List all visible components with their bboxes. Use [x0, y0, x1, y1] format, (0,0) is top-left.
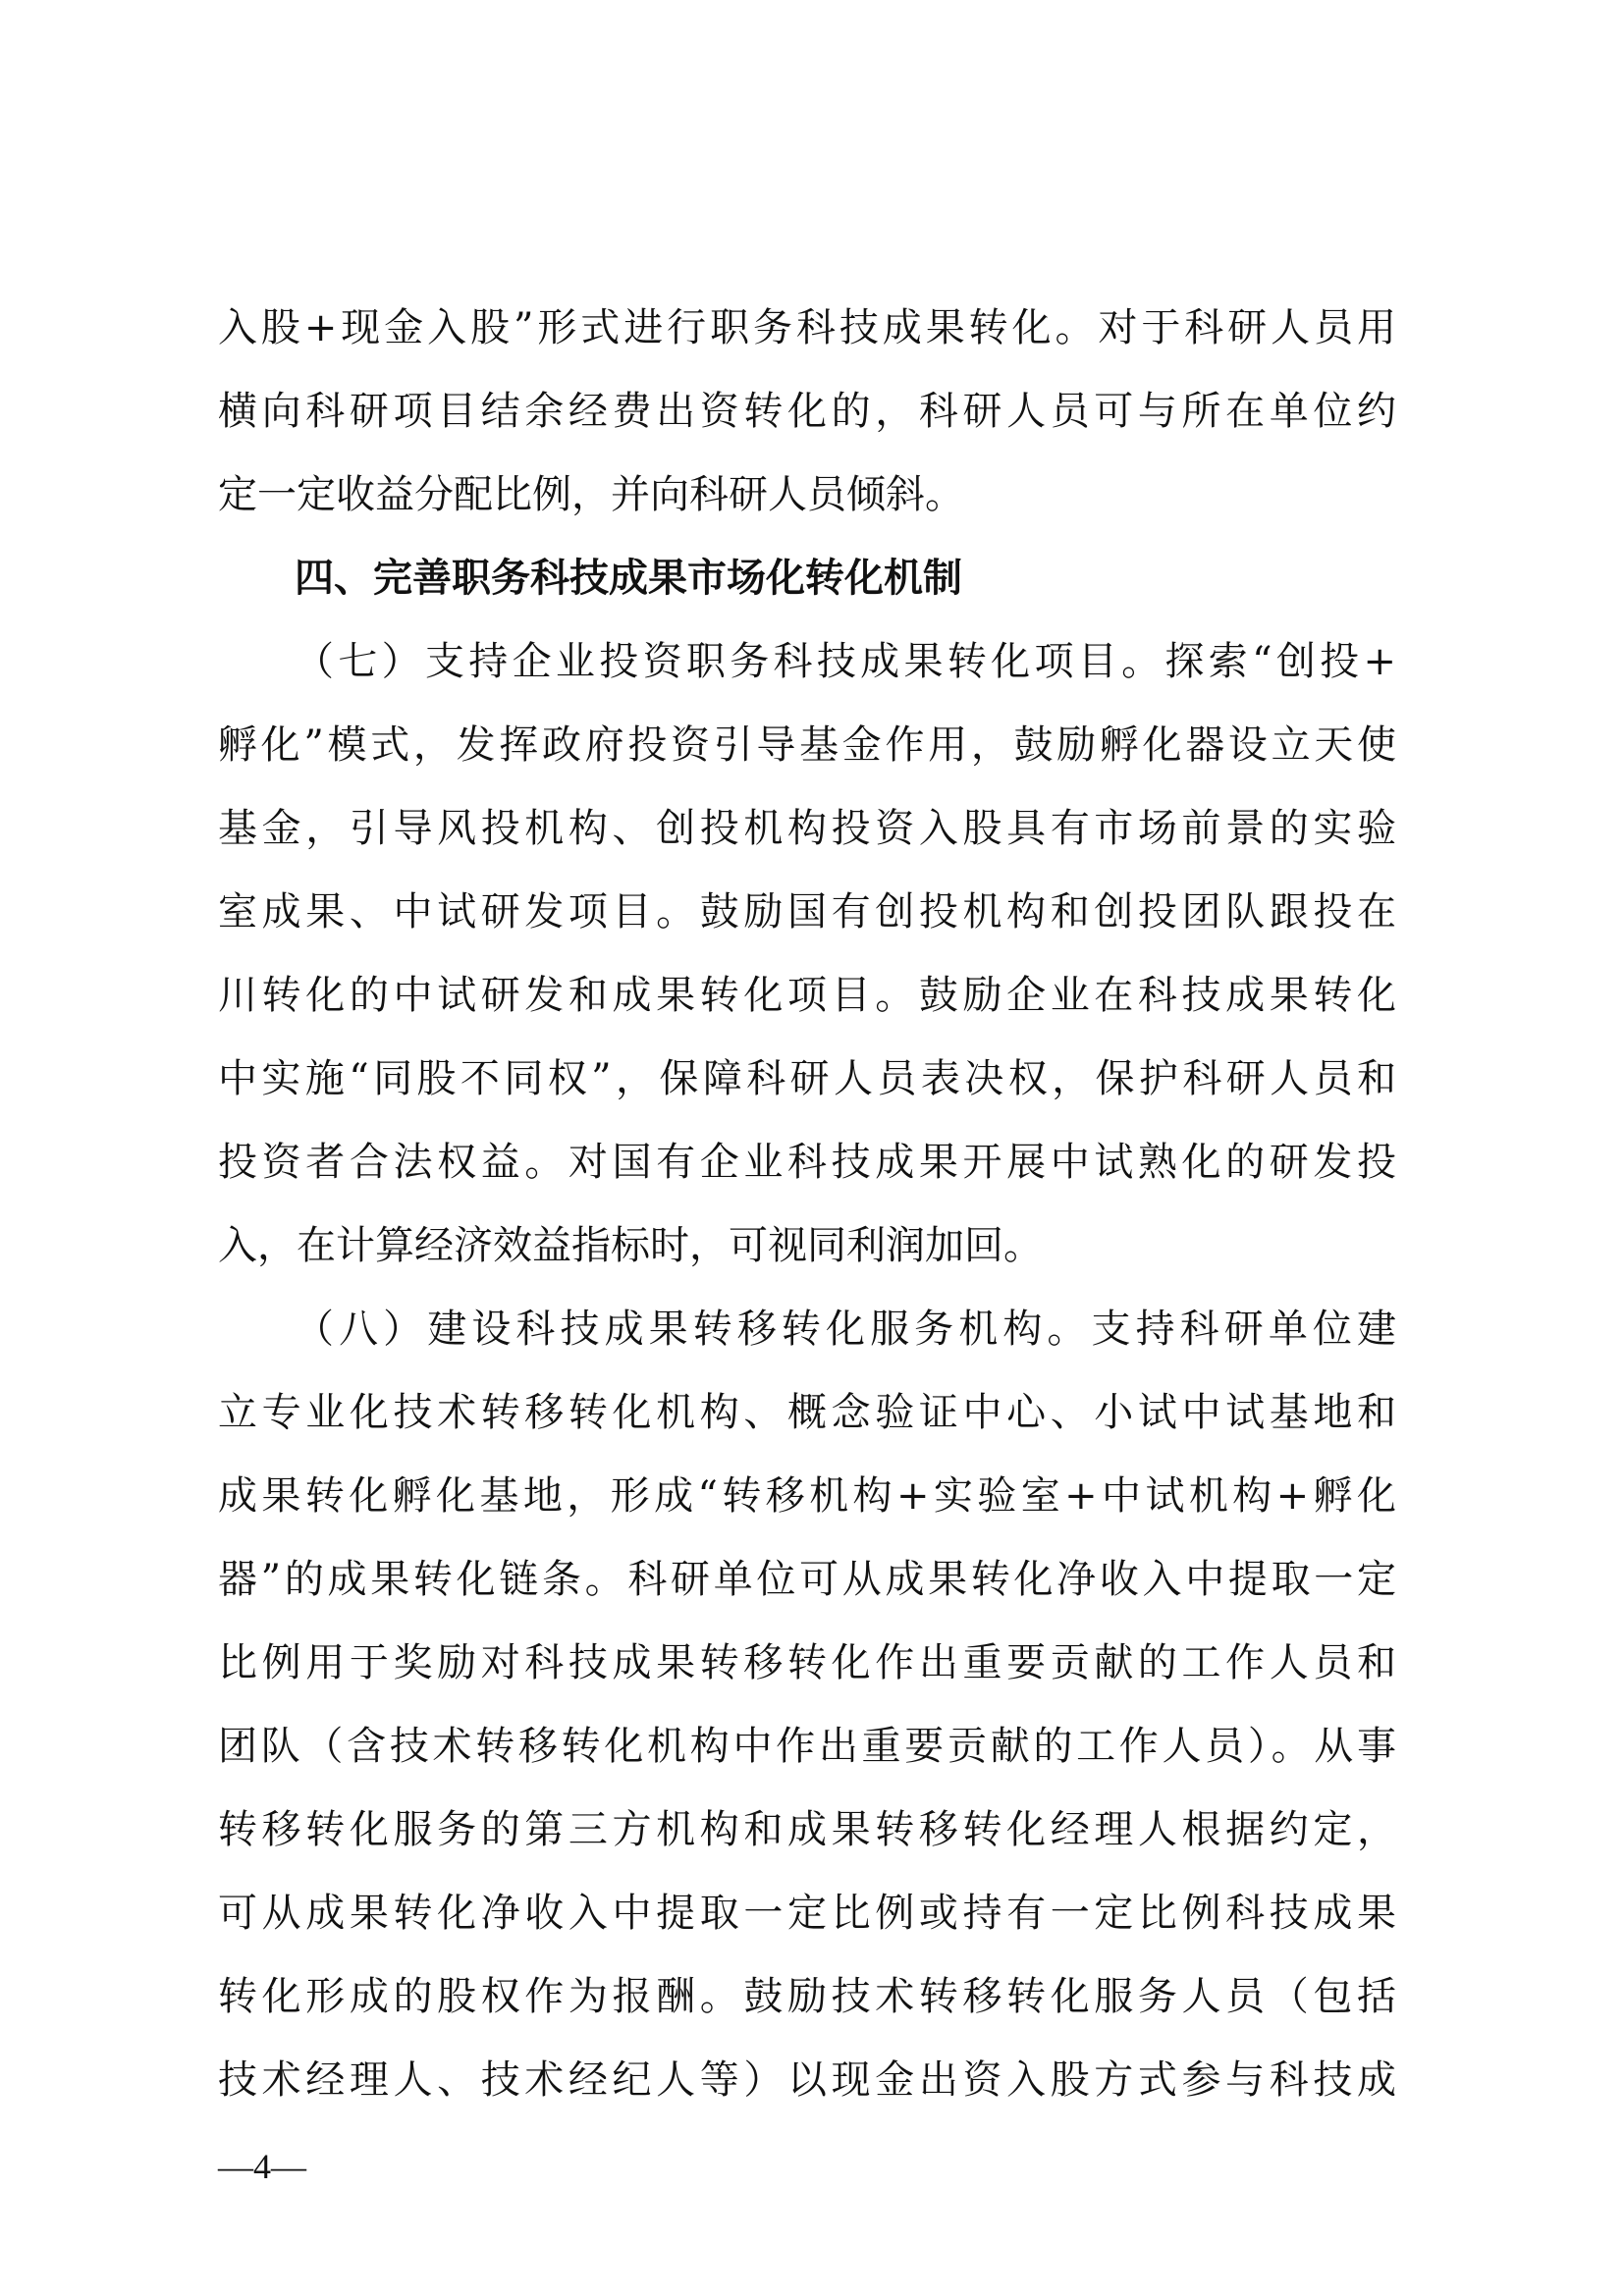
body-line: 入股+现金入股”形式进行职务科技成果转化。对于科研人员用 [218, 305, 1396, 350]
page-number: —4— [218, 2147, 306, 2186]
body-line: 转移转化服务的第三方机构和成果转移转化经理人根据约定， [218, 1807, 1396, 1852]
body-line: 基金，引导风投机构、创投机构投资入股具有市场前景的实验 [218, 806, 1396, 851]
subsection-heading-line: （八）建设科技成果转移转化服务机构。支持科研单位建 [295, 1307, 1396, 1352]
subsection-heading-line: （七）支持企业投资职务科技成果转化项目。探索“创投+ [295, 639, 1396, 684]
body-line: 技术经理人、技术经纪人等）以现金出资入股方式参与科技成 [218, 2057, 1396, 2103]
body-line: 川转化的中试研发和成果转化项目。鼓励企业在科技成果转化 [218, 973, 1396, 1018]
body-line: 室成果、中试研发项目。鼓励国有创投机构和创投团队跟投在 [218, 889, 1396, 934]
body-line: 器”的成果转化链条。科研单位可从成果转化净收入中提取一定 [218, 1557, 1396, 1602]
body-line: 团队（含技术转移转化机构中作出重要贡献的工作人员）。从事 [218, 1724, 1396, 1769]
body-line: 转化形成的股权作为报酬。鼓励技术转移转化服务人员（包括 [218, 1974, 1396, 2019]
body-line: 比例用于奖励对科技成果转移转化作出重要贡献的工作人员和 [218, 1640, 1396, 1685]
body-line: 立专业化技术转移转化机构、概念验证中心、小试中试基地和 [218, 1390, 1396, 1435]
body-line: 成果转化孵化基地，形成“转移机构+实验室+中试机构+孵化 [218, 1473, 1396, 1519]
section-heading: 四、完善职务科技成果市场化转化机制 [295, 556, 962, 601]
body-line: 定一定收益分配比例，并向科研人员倾斜。 [218, 472, 964, 517]
body-line: 投资者合法权益。对国有企业科技成果开展中试熟化的研发投 [218, 1140, 1396, 1185]
body-line: 可从成果转化净收入中提取一定比例或持有一定比例科技成果 [218, 1891, 1396, 1936]
body-line: 孵化”模式，发挥政府投资引导基金作用，鼓励孵化器设立天使 [218, 722, 1396, 768]
body-line: 入，在计算经济效益指标时，可视同利润加回。 [218, 1223, 1043, 1268]
body-line: 横向科研项目结余经费出资转化的，科研人员可与所在单位约 [218, 389, 1396, 434]
body-line: 中实施“同股不同权”，保障科研人员表决权，保护科研人员和 [218, 1056, 1396, 1101]
